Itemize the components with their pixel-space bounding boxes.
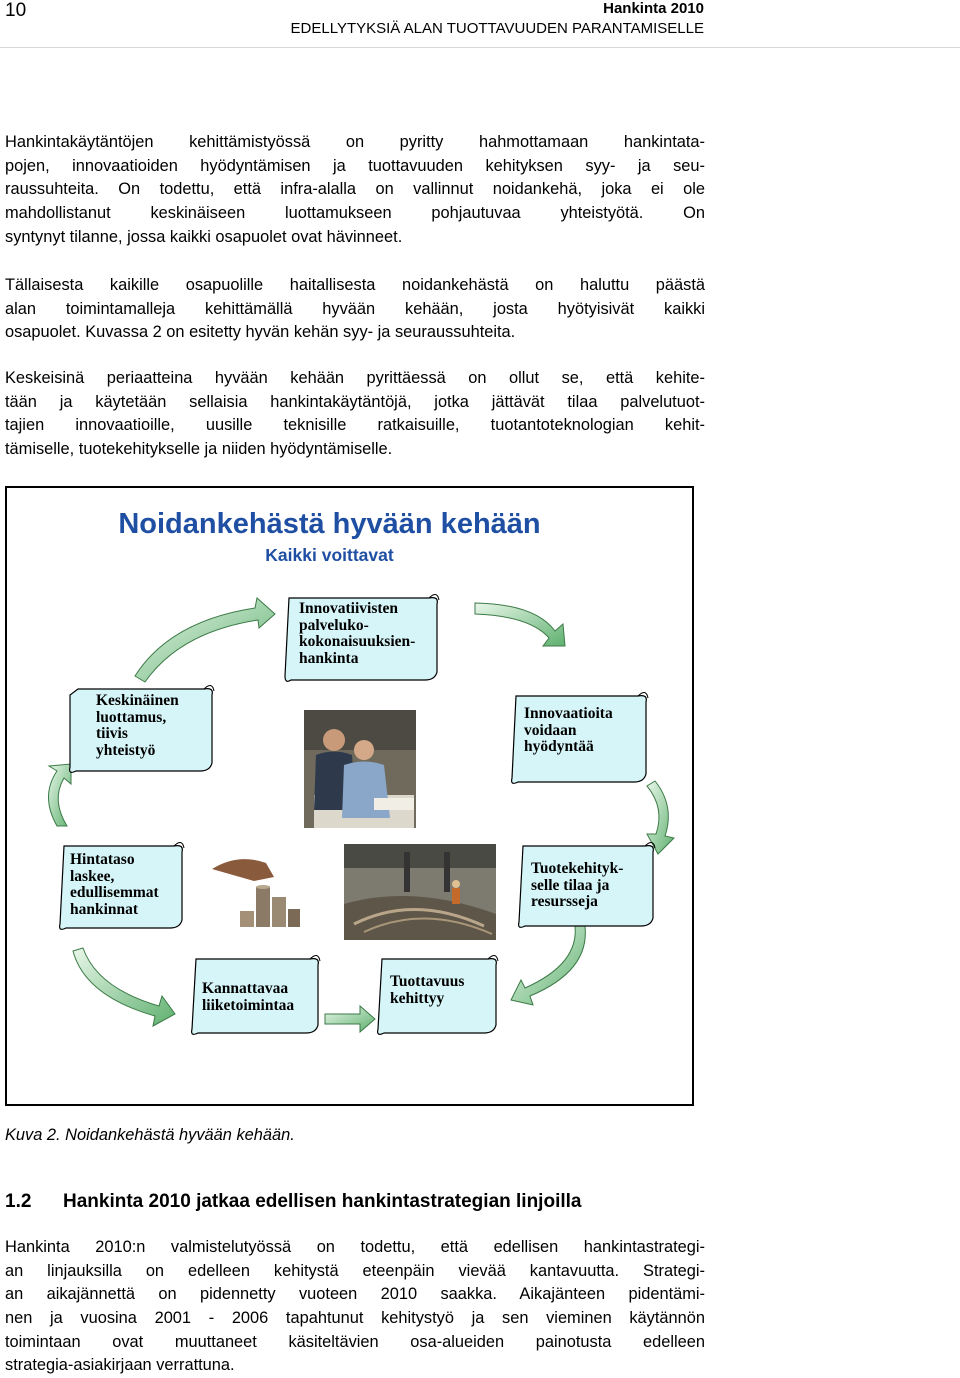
arrow-icon bbox=[325, 1006, 375, 1032]
box-innovative-procurement bbox=[283, 592, 441, 686]
box-text: Keskinäinen bbox=[96, 692, 179, 709]
text-line: tajien innovaatioille, uusille teknisille ratkaisuille, tuotantoteknologian kehit- bbox=[5, 416, 705, 435]
text-line: Tällaisesta kaikille osapuolille haitallisesta noidankehästä on haluttu päästä bbox=[5, 276, 705, 294]
box-text: kehittyy bbox=[390, 989, 445, 1007]
box-innovations-utilized bbox=[510, 690, 650, 788]
text-line: nen ja vuosina 2001 - 2006 tapahtunut kehitystyö ja sen vieminen käytännön bbox=[5, 1309, 705, 1328]
section-title: Hankinta 2010 jatkaa edellisen hankintastrategian linjoilla bbox=[63, 1191, 582, 1212]
figure-title: Noidankehästä hyvään kehään bbox=[118, 508, 541, 540]
section-heading bbox=[5, 1191, 581, 1213]
box-text: yhteistyö bbox=[96, 741, 156, 759]
text-line: tämiselle, tuotekehitykselle ja niiden hyödyntämiselle. bbox=[5, 440, 393, 459]
text-line: osapuolet. Kuvassa 2 on esitetty hyvän kehän syy- ja seuraussuhteita. bbox=[5, 323, 516, 342]
text-line: strategia-asiakirjaan verrattuna. bbox=[5, 1356, 235, 1375]
box-text: Kannattavaa bbox=[202, 980, 289, 997]
header-divider bbox=[0, 47, 960, 48]
text-line: mahdollistanut keskinäiseen luottamukseen pohjautuvaa yhteistyötä. On bbox=[5, 204, 705, 223]
box-text: liiketoimintaa bbox=[202, 996, 295, 1014]
box-text: Tuotekehityk- bbox=[531, 860, 624, 877]
body-paragraph-4 bbox=[5, 1236, 705, 1378]
box-profitable-business bbox=[190, 953, 322, 1039]
photo-coins bbox=[208, 851, 304, 937]
text-line: an aikajännettä on pidennetty vuoteen 2010 saakka. Aikajänteen pidentämi- bbox=[5, 1285, 705, 1304]
text-line: tään ja käytetään sellaisia hankintakäytäntöjä, jotka jättävät tilaa palvelutuot- bbox=[5, 392, 705, 411]
box-text: tiivis bbox=[96, 725, 128, 742]
box-text: resursseja bbox=[531, 893, 598, 910]
box-price-level bbox=[58, 840, 186, 936]
text-line: Hankintakäytäntöjen kehittämistyössä on pyritty hahmottamaan hankintata- bbox=[5, 133, 705, 151]
arrow-icon bbox=[73, 948, 175, 1026]
box-text: laskee, bbox=[70, 867, 115, 885]
running-header-title: Hankinta 2010 bbox=[603, 0, 704, 17]
text-line: toimintaan ovat muuttaneet käsiteltävien osa-alueiden painotusta edelleen bbox=[5, 1332, 705, 1351]
body-paragraph-1 bbox=[5, 131, 705, 249]
box-text: selle tilaa ja bbox=[531, 876, 610, 894]
box-productivity bbox=[376, 953, 500, 1039]
text-line: pojen, innovaatioiden hyödyntämisen ja tuottavuuden kehityksen syy- ja seu- bbox=[5, 156, 705, 175]
running-header-subtitle: EDELLYTYKSIÄ ALAN TUOTTAVUUDEN PARANTAMISELLE bbox=[290, 20, 704, 37]
arrow-icon bbox=[475, 603, 565, 646]
figure-caption: Kuva 2. Noidankehästä hyvään kehään. bbox=[5, 1126, 295, 1144]
arrow-icon bbox=[511, 926, 585, 1005]
box-text: hyödyntää bbox=[524, 738, 594, 755]
text-line: raussuhteita. On todettu, että infra-alalla on vallinnut noidankehä, joka ei ole bbox=[5, 180, 705, 199]
figure-subtitle: Kaikki voittavat bbox=[265, 545, 394, 565]
body-paragraph-2 bbox=[5, 274, 705, 345]
box-text: edullisemmat bbox=[70, 884, 159, 901]
box-text: palveluko- bbox=[299, 616, 369, 634]
text-line: Keskeisinä periaatteina hyvään kehään pyrittäessä on ollut se, että kehite- bbox=[5, 369, 705, 387]
box-text: luottamus, bbox=[96, 708, 167, 726]
page-number: 10 bbox=[5, 0, 27, 21]
box-text: hankinta bbox=[299, 649, 359, 667]
text-line: an linjauksilla on edelleen kehitystä eteenpäin vievää kantavuutta. Strategi- bbox=[5, 1261, 705, 1280]
box-text: kokonaisuuksien- bbox=[299, 633, 416, 650]
text-line: Hankinta 2010:n valmistelutyössä on todettu, että edellisen hankintastrategi- bbox=[5, 1238, 705, 1256]
box-mutual-trust bbox=[68, 683, 216, 779]
box-text: hankinnat bbox=[70, 900, 139, 918]
box-text: Innovaatioita bbox=[524, 705, 613, 722]
body-paragraph-3 bbox=[5, 367, 705, 462]
photo-construction-site bbox=[344, 844, 496, 940]
box-text: Tuottavuus bbox=[390, 973, 465, 990]
box-product-development bbox=[517, 840, 657, 932]
box-text: Innovatiivisten bbox=[299, 600, 399, 617]
box-text: voidaan bbox=[524, 721, 577, 739]
section-number: 1.2 bbox=[5, 1191, 32, 1212]
photo-engineers bbox=[304, 710, 416, 828]
text-line: syntynyt tilanne, jossa kaikki osapuolet ovat hävinneet. bbox=[5, 227, 403, 246]
box-text: Hintataso bbox=[70, 851, 135, 868]
text-line: alan toimintamalleja kehittämällä hyvään kehään, josta hyötyisivät kaikki bbox=[5, 299, 705, 318]
arrow-icon bbox=[135, 598, 275, 682]
